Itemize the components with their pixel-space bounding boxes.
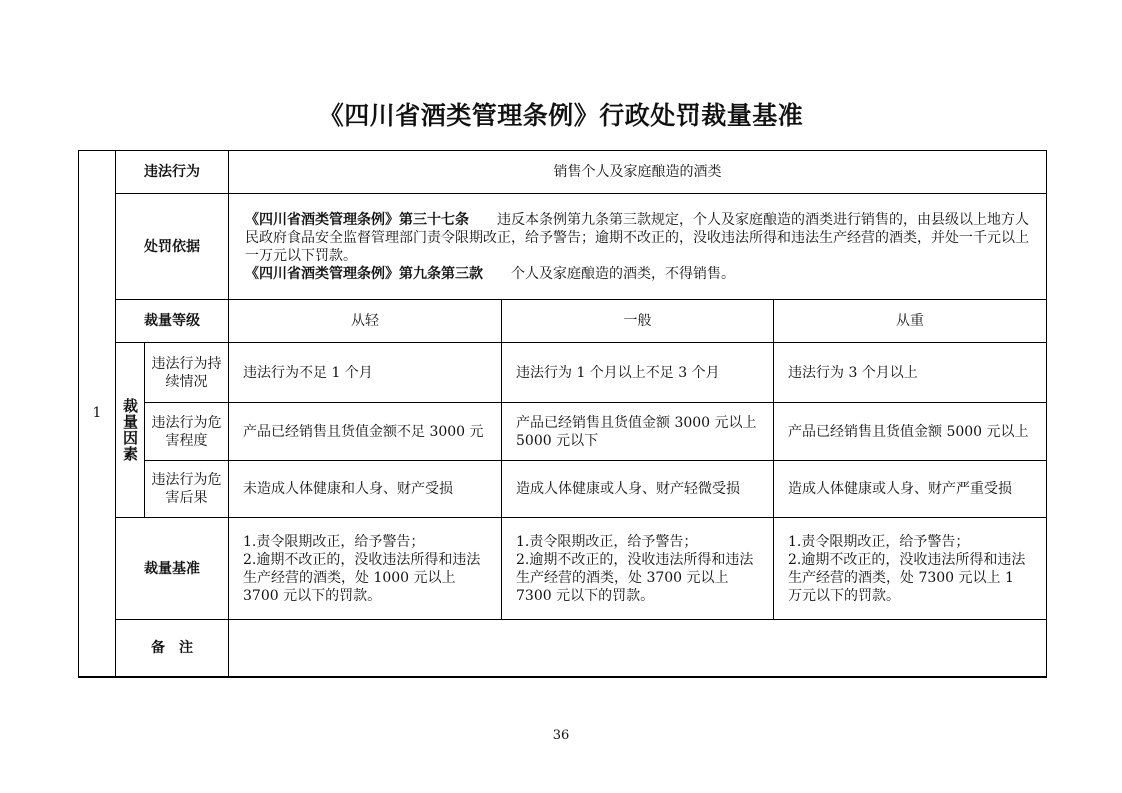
basis-paragraph-1 [245, 211, 1036, 265]
factor-heavy: 产品已经销售且货值金额 5000 元以上 [774, 403, 1047, 461]
levels-label: 裁量等级 [116, 300, 229, 343]
level-heavy: 从重 [774, 300, 1047, 343]
standard-normal-line-1: 1.责令限期改正，给予警告； [516, 533, 698, 550]
factor-row-harm-result [79, 461, 1047, 518]
violation-label: 违法行为 [116, 151, 229, 194]
standard-label: 裁量基准 [116, 518, 229, 620]
standard-light-line-2: 2.逾期不改正的，没收违法所得和违法生产经营的酒类，处 1000 元以上 3700 元以下的罚款。 [243, 551, 481, 604]
remarks-label: 备 注 [116, 620, 229, 677]
basis-article-37-title: 《四川省酒类管理条例》第三十七条 [245, 211, 469, 228]
basis-paragraph-2 [245, 265, 1036, 283]
row-number: 1 [79, 151, 116, 677]
factor-heavy: 造成人体健康或人身、财产严重受损 [774, 461, 1047, 518]
basis-article-9-title: 《四川省酒类管理条例》第九条第三款 [245, 265, 483, 282]
level-light: 从轻 [229, 300, 502, 343]
violation-value: 销售个人及家庭酿造的酒类 [229, 151, 1047, 194]
factors-label-cell [116, 343, 145, 518]
basis-content [229, 194, 1047, 300]
basis-row [79, 194, 1047, 300]
standard-heavy [774, 518, 1047, 620]
remarks-row [79, 620, 1047, 677]
factor-heavy: 违法行为 3 个月以上 [774, 343, 1047, 403]
page-number: 36 [552, 728, 570, 743]
factor-label: 违法行为危害程度 [145, 403, 229, 461]
factor-light: 违法行为不足 1 个月 [229, 343, 502, 403]
factor-label: 违法行为危害后果 [145, 461, 229, 518]
standard-heavy-line-1: 1.责令限期改正，给予警告； [788, 533, 970, 550]
factors-label: 裁量因素 [121, 398, 139, 462]
factor-label: 违法行为持续情况 [145, 343, 229, 403]
document-title: 《四川省酒类管理条例》行政处罚裁量基准 [318, 101, 804, 130]
factor-row-duration [79, 343, 1047, 403]
standard-heavy-line-2: 2.逾期不改正的，没收违法所得和违法生产经营的酒类，处 7300 元以上 1 万元以下的罚款。 [788, 551, 1026, 604]
standard-normal [502, 518, 774, 620]
standard-light [229, 518, 502, 620]
standard-normal-line-2: 2.逾期不改正的，没收违法所得和违法生产经营的酒类，处 3700 元以上 7300 元以下的罚款。 [516, 551, 754, 604]
level-normal: 一般 [502, 300, 774, 343]
basis-article-37-text: 违反本条例第九条第三款规定，个人及家庭酿造的酒类进行销售的，由县级以上地方人民政府食品安全监督管理部门责令限期改正，给予警告；逾期不改正的，没收违法所得和违法生产经营的酒类，并处一千元以上一万元以下罚款。 [245, 211, 1029, 264]
basis-label: 处罚依据 [116, 194, 229, 300]
penalty-discretion-table [78, 150, 1047, 678]
levels-row [79, 300, 1047, 343]
standard-light-line-1: 1.责令限期改正，给予警告； [243, 533, 425, 550]
basis-article-9-text: 个人及家庭酿造的酒类，不得销售。 [511, 265, 735, 282]
factor-row-harm-degree [79, 403, 1047, 461]
standard-row [79, 518, 1047, 620]
factor-light: 产品已经销售且货值金额不足 3000 元 [229, 403, 502, 461]
factor-light: 未造成人体健康和人身、财产受损 [229, 461, 502, 518]
violation-row [79, 151, 1047, 194]
factor-normal: 产品已经销售且货值金额 3000 元以上 5000 元以下 [502, 403, 774, 461]
factor-normal: 违法行为 1 个月以上不足 3 个月 [502, 343, 774, 403]
remarks-value [229, 620, 1047, 677]
factor-normal: 造成人体健康或人身、财产轻微受损 [502, 461, 774, 518]
